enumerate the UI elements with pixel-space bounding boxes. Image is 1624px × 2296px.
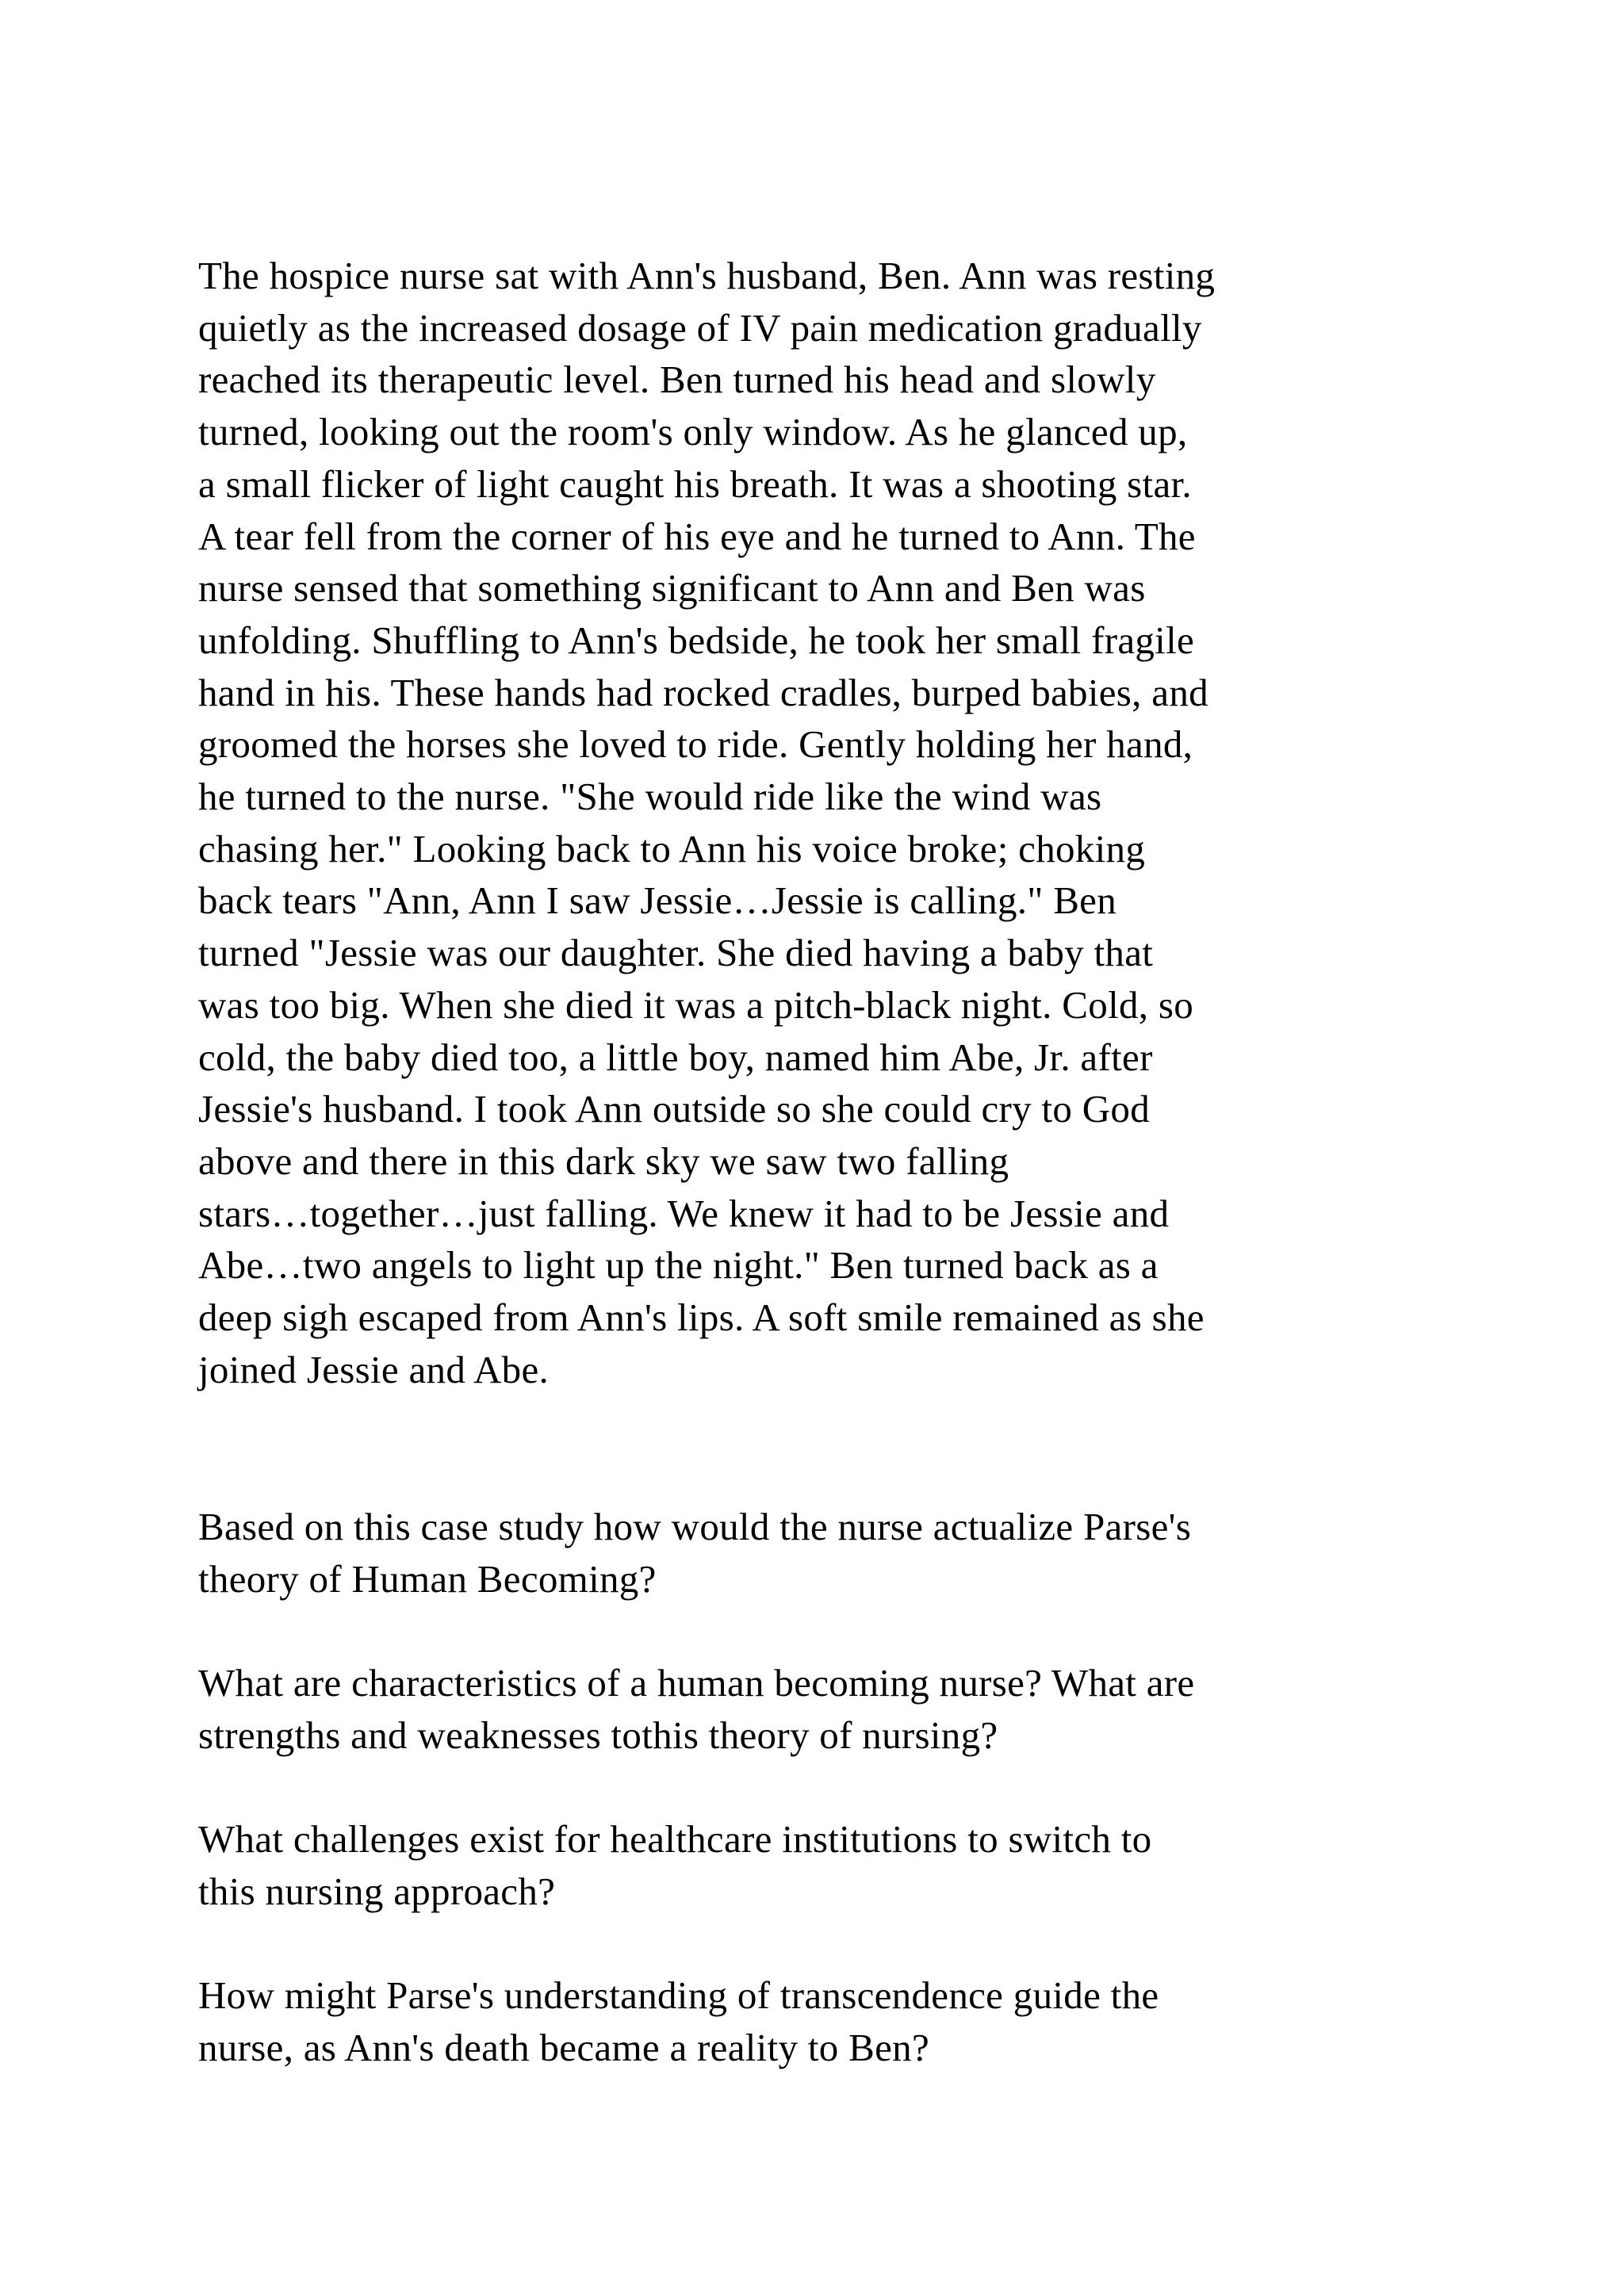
case-study-paragraph: The hospice nurse sat with Ann's husband, Ben. Ann was resting quietly as the increased dosage of IV pain medication gradually reached its therapeutic level. Ben turned his head and slowly turned, looking out the room's only window. As he glanced up, a small flicker of light caught his breath. It was a shooting star. A tear fell from the corner of his eye and he turned to Ann. The nurse sensed that something significant to Ann and Ben was unfolding. Shuffling to Ann's bedside, he took her small fragile hand in his. These hands had rocked cradles, burped babies, and groomed the horses she loved to ride. Gently holding her hand, he turned to the nurse. "She would ride like the wind was chasing her." Looking back to Ann his voice broke; choking back tears "Ann, Ann I saw Jessie…Jessie is calling." Ben turned "Jessie was our daughter. She died having a baby that was too big. When she died it was a pitch-black night. Cold, so cold, the baby died too, a little boy, named him Abe, Jr. after Jessie's husband. I took Ann outside so she could cry to God above and there in this dark sky we saw two falling stars…together…just falling. We knew it had to be Jessie and Abe…two angels to light up the night." Ben turned back as a deep sigh escaped from Ann's lips. A soft smile remained as she joined Jessie and Abe. (198, 254, 1216, 1391)
question-4: How might Parse's understanding of transcendence guide the nurse, as Ann's death became a reality to Ben? (198, 1973, 1159, 2069)
question-1: Based on this case study how would the nurse actualize Parse's theory of Human Becoming? (198, 1505, 1192, 1601)
question-2: What are characteristics of a human becoming nurse? What are strengths and weaknesses tothis theory of nursing? (198, 1661, 1195, 1757)
question-3: What challenges exist for healthcare institutions to switch to this nursing approach? (198, 1817, 1152, 1913)
